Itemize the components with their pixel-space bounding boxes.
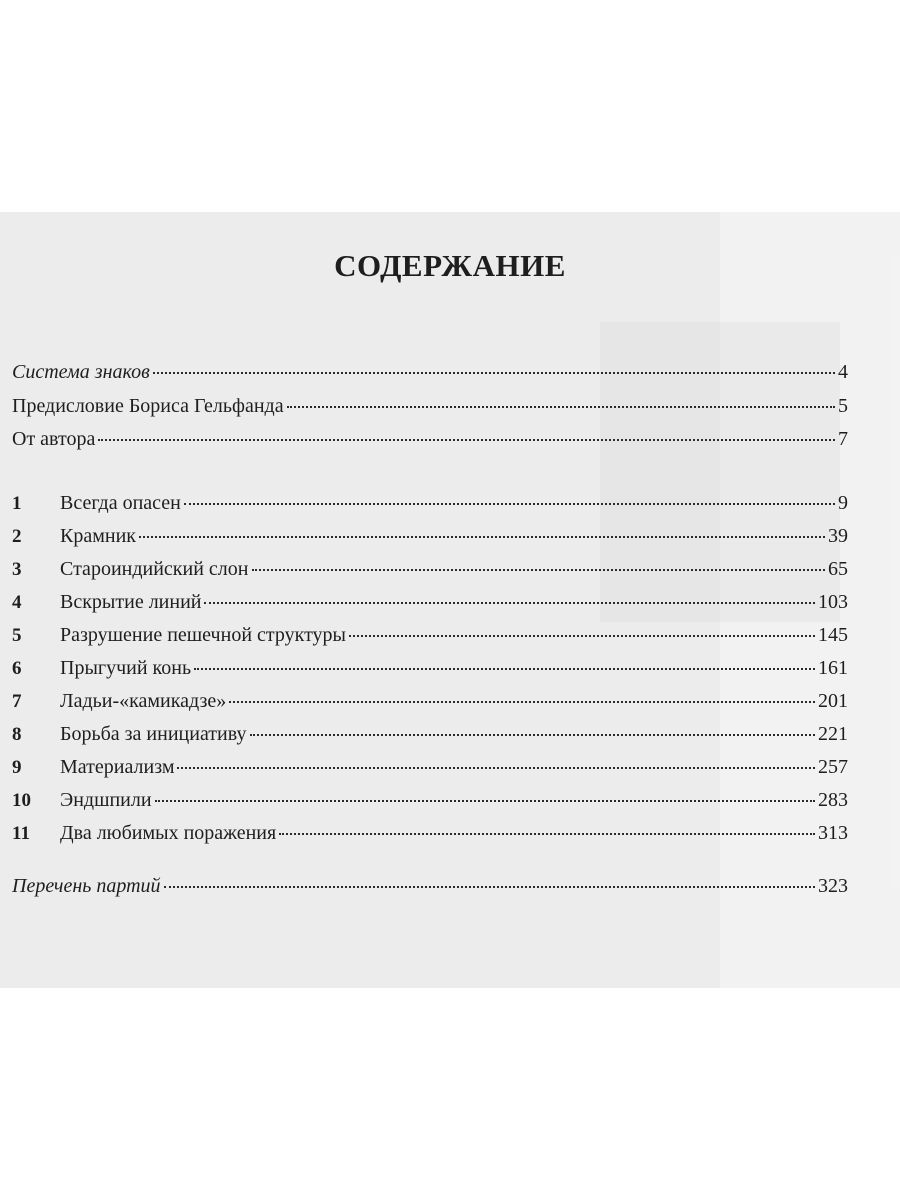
- toc-entry-symbols: [12, 358, 848, 386]
- toc-entry-label: От автора: [12, 428, 96, 450]
- dot-leader: [164, 886, 815, 888]
- toc-entry-label: Перечень партий: [12, 875, 161, 897]
- toc-chapter: [12, 753, 848, 781]
- toc-chapter: [12, 555, 848, 583]
- toc-chapter: [12, 621, 848, 649]
- toc-entry-from-author: [12, 425, 848, 453]
- toc-chapter: [12, 687, 848, 715]
- chapter-page: 221: [818, 723, 848, 745]
- toc-chapter: [12, 654, 848, 682]
- chapter-title: Материализм: [60, 756, 175, 778]
- dot-leader: [279, 833, 815, 835]
- chapter-page: 201: [818, 690, 848, 712]
- chapter-title: Разрушение пешечной структуры: [60, 624, 346, 646]
- dot-leader: [153, 372, 835, 374]
- toc-entry-label: Система знаков: [12, 361, 150, 383]
- toc-entry-foreword: [12, 392, 848, 420]
- chapter-number: 7: [12, 691, 22, 712]
- dot-leader: [349, 635, 815, 637]
- chapter-page: 161: [818, 657, 848, 679]
- dot-leader: [139, 536, 825, 538]
- chapter-number: 10: [12, 790, 31, 811]
- dot-leader: [155, 800, 815, 802]
- toc-entry-label: Предисловие Бориса Гельфанда: [12, 395, 284, 417]
- dot-leader: [194, 668, 815, 670]
- chapter-number: 5: [12, 625, 22, 646]
- toc-chapter: [12, 720, 848, 748]
- dot-leader: [98, 439, 835, 441]
- chapter-title: Староиндийский слон: [60, 558, 249, 580]
- dot-leader: [177, 767, 815, 769]
- chapter-title: Эндшпили: [60, 789, 152, 811]
- toc-entry-game-index: [12, 872, 848, 900]
- toc-chapter: [12, 522, 848, 550]
- toc-entry-page: 7: [838, 428, 848, 450]
- chapter-title: Всегда опасен: [60, 492, 181, 514]
- chapter-page: 39: [828, 525, 848, 547]
- toc-entry-page: 323: [818, 875, 848, 897]
- chapter-title: Прыгучий конь: [60, 657, 192, 679]
- chapter-page: 145: [818, 624, 848, 646]
- chapter-title: Два любимых поражения: [60, 822, 277, 844]
- chapter-page: 9: [838, 492, 848, 514]
- chapter-page: 103: [818, 591, 848, 613]
- chapter-page: 257: [818, 756, 848, 778]
- chapter-page: 65: [828, 558, 848, 580]
- toc-chapter: [12, 786, 848, 814]
- dot-leader: [204, 602, 815, 604]
- chapter-page: 283: [818, 789, 848, 811]
- chapter-page: 313: [818, 822, 848, 844]
- chapter-number: 4: [12, 592, 22, 613]
- toc-entry-page: 5: [838, 395, 848, 417]
- toc-entry-page: 4: [838, 361, 848, 383]
- dot-leader: [287, 406, 835, 408]
- dot-leader: [250, 734, 815, 736]
- dot-leader: [184, 503, 835, 505]
- chapter-title: Вскрытие линий: [60, 591, 202, 613]
- chapter-number: 8: [12, 724, 22, 745]
- chapter-number: 9: [12, 757, 22, 778]
- dot-leader: [252, 569, 826, 571]
- chapter-number: 6: [12, 658, 22, 679]
- chapter-number: 3: [12, 559, 22, 580]
- chapter-number: 11: [12, 823, 30, 844]
- book-page: [0, 212, 900, 988]
- chapter-number: 2: [12, 526, 22, 547]
- page-title: СОДЕРЖАНИЕ: [334, 248, 566, 283]
- chapter-title: Борьба за инициативу: [60, 723, 247, 745]
- chapter-title: Крамник: [60, 525, 136, 547]
- toc-chapter: [12, 489, 848, 517]
- dot-leader: [229, 701, 815, 703]
- toc-chapter: [12, 588, 848, 616]
- toc-chapter: [12, 819, 848, 847]
- chapter-number: 1: [12, 493, 22, 514]
- chapter-title: Ладьи-«камикадзе»: [60, 690, 227, 712]
